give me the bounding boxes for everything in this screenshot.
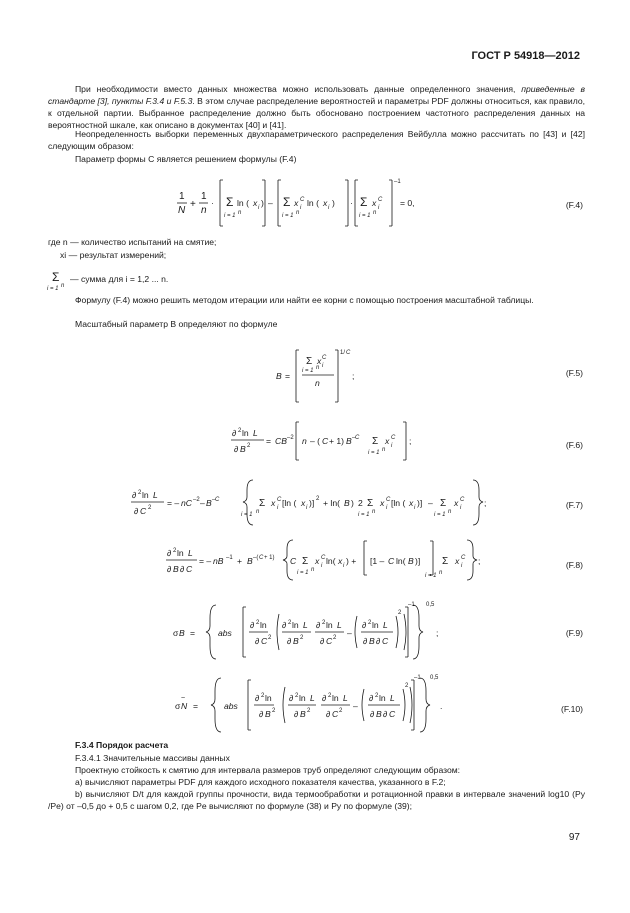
svg-text:2: 2	[261, 693, 265, 699]
svg-text:·: ·	[211, 198, 214, 208]
svg-text:–: –	[352, 435, 356, 441]
svg-text:C: C	[277, 497, 282, 503]
svg-text:B: B	[376, 709, 382, 719]
svg-text:C: C	[346, 350, 351, 356]
svg-text:;: ;	[484, 498, 487, 508]
svg-text:ln: ln	[332, 693, 339, 703]
svg-text:i = 1: i = 1	[302, 368, 314, 374]
svg-text:ln(: ln(	[326, 556, 336, 566]
svg-text:) +: ) +	[346, 556, 357, 566]
svg-text:n: n	[315, 378, 320, 388]
svg-text:n: n	[61, 283, 65, 289]
svg-text:∂: ∂	[320, 636, 325, 646]
svg-text:i = 1: i = 1	[358, 512, 370, 518]
svg-text:L: L	[253, 428, 258, 438]
svg-text:C: C	[322, 436, 329, 446]
svg-text:=: =	[190, 628, 196, 638]
svg-text:∂: ∂	[294, 709, 299, 719]
svg-text:x: x	[380, 498, 385, 508]
s4-text: b) вычисляют D/t для каждой группы прочности, вида термообработки и ротационной правки в интервале значений log10 (Py /Pe) от –0,5 до + 0,5 с шагом 0,2, где Pe вычисляют по формуле (38) и Py по формуле (39);	[48, 789, 585, 811]
s3-text: а) вычисляют параметры PDF для каждого исходного показателя качества, указанного в F.2;	[75, 777, 446, 787]
svg-text:i = 1: i = 1	[224, 213, 236, 219]
svg-text:)]: )]	[309, 498, 315, 508]
svg-text:i: i	[322, 363, 324, 369]
svg-text:i = 1: i = 1	[47, 286, 59, 292]
svg-text:∂: ∂	[370, 709, 375, 719]
svg-text:ln: ln	[265, 693, 272, 703]
svg-text:i: i	[258, 205, 260, 211]
svg-text:2: 2	[268, 635, 272, 641]
svg-text:2: 2	[328, 693, 332, 699]
svg-text:): )	[261, 198, 264, 208]
where-1: где n — количество испытаний на смятие;	[48, 237, 217, 247]
svg-text:2: 2	[256, 620, 260, 626]
svg-text:i = 1: i = 1	[368, 450, 380, 456]
document-header: ГОСТ Р 54918—2012	[471, 50, 580, 62]
svg-text:2: 2	[238, 428, 242, 434]
svg-text:ln: ln	[372, 620, 379, 630]
svg-text:∂: ∂	[316, 620, 321, 630]
svg-text:n: n	[382, 447, 386, 453]
svg-text:2: 2	[398, 610, 402, 616]
svg-text:i: i	[306, 505, 308, 511]
svg-text:∂: ∂	[234, 444, 239, 454]
svg-text:i: i	[321, 563, 323, 569]
svg-text:2: 2	[173, 548, 177, 554]
eq-label-f10: (F.10)	[561, 704, 583, 714]
svg-text:∂: ∂	[167, 564, 172, 574]
where-2: xi — результат измерений;	[60, 250, 167, 260]
p2-text: Неопределенность выборки переменных двухпараметрического распределения Вейбулла можно рассчитать по [43] и [42] следующим образом:	[48, 129, 585, 151]
svg-text:[ln (: [ln (	[282, 498, 297, 508]
svg-text:i: i	[277, 505, 279, 511]
svg-text:i: i	[460, 505, 462, 511]
svg-text:L: L	[188, 548, 193, 558]
svg-text:n: n	[448, 509, 452, 515]
eq-label-f4: (F.4)	[565, 200, 583, 210]
svg-text:+: +	[237, 556, 243, 566]
svg-text:B: B	[346, 436, 352, 446]
svg-text:2: 2	[247, 443, 251, 449]
svg-text:x: x	[338, 556, 343, 566]
svg-text:i = 1: i = 1	[282, 213, 294, 219]
svg-text:Σ: Σ	[442, 556, 449, 567]
svg-text:nC: nC	[181, 498, 192, 508]
svg-text:B: B	[173, 564, 179, 574]
svg-text:ln: ln	[292, 620, 299, 630]
svg-text:x: x	[454, 498, 459, 508]
eq-label-f8: (F.8)	[565, 560, 583, 570]
where-3: — сумма для i = 1,2 ... n.	[70, 274, 169, 284]
svg-text:∂: ∂	[282, 620, 287, 630]
svg-text:i: i	[300, 205, 302, 211]
svg-text:C: C	[259, 555, 264, 561]
svg-text:2: 2	[307, 708, 311, 714]
svg-text:nB: nB	[213, 556, 224, 566]
svg-text:2: 2	[375, 693, 379, 699]
svg-text:L: L	[310, 693, 315, 703]
svg-text:Σ: Σ	[52, 270, 60, 284]
svg-text:x: x	[253, 198, 258, 208]
svg-text:i = 1: i = 1	[359, 213, 371, 219]
svg-text:= –: = –	[167, 498, 180, 508]
svg-text:x: x	[271, 498, 276, 508]
svg-text:ln: ln	[326, 620, 333, 630]
svg-text:2: 2	[358, 498, 363, 508]
svg-text:∂: ∂	[180, 564, 185, 574]
svg-text:–: –	[200, 498, 205, 508]
svg-text:x: x	[455, 556, 460, 566]
svg-text:–1: –1	[226, 555, 233, 561]
svg-text:n: n	[238, 210, 242, 216]
svg-text:–: –	[212, 497, 216, 503]
svg-text:+ ln(: + ln(	[323, 498, 340, 508]
svg-text:∂: ∂	[322, 693, 327, 703]
svg-text:=: =	[285, 371, 291, 381]
svg-text:2: 2	[405, 683, 409, 689]
svg-text:–: –	[268, 198, 273, 208]
svg-text:i: i	[386, 505, 388, 511]
svg-text:): )	[351, 498, 354, 508]
svg-text:C: C	[322, 355, 327, 361]
svg-text:∂: ∂	[369, 693, 374, 703]
svg-text:C: C	[388, 556, 395, 566]
svg-text:ln(: ln(	[396, 556, 406, 566]
svg-text:i: i	[414, 505, 416, 511]
svg-text:+ 1): + 1)	[264, 555, 275, 561]
svg-text:Σ: Σ	[360, 195, 368, 209]
svg-text:2: 2	[138, 490, 142, 496]
svg-text:abs: abs	[224, 701, 238, 711]
svg-text:B: B	[265, 709, 271, 719]
svg-text:ln (: ln (	[237, 198, 249, 208]
svg-text:x: x	[409, 498, 414, 508]
svg-text:)]: )]	[415, 556, 421, 566]
svg-text:2: 2	[316, 496, 320, 502]
svg-text:L: L	[343, 693, 348, 703]
svg-text:ln: ln	[142, 490, 149, 500]
svg-text:= 0,: = 0,	[400, 198, 415, 208]
svg-text:ln (: ln (	[307, 198, 319, 208]
svg-text:C: C	[389, 709, 396, 719]
svg-text:σ: σ	[175, 701, 181, 711]
svg-text:C: C	[332, 709, 339, 719]
svg-text:x: x	[301, 498, 306, 508]
svg-text:C: C	[378, 197, 383, 203]
svg-text:∂: ∂	[132, 490, 137, 500]
svg-text:C: C	[386, 497, 391, 503]
svg-text:∂: ∂	[259, 709, 264, 719]
svg-text:ln: ln	[299, 693, 306, 703]
svg-text:∂: ∂	[134, 506, 139, 516]
svg-text:+ 1): + 1)	[329, 436, 345, 446]
svg-text:Σ: Σ	[302, 556, 309, 567]
svg-text:.: .	[440, 701, 443, 711]
svg-text:~: ~	[181, 695, 186, 702]
svg-text:B: B	[240, 444, 246, 454]
svg-text:0,5: 0,5	[426, 602, 435, 608]
svg-text:;: ;	[352, 371, 355, 381]
svg-text:ln: ln	[260, 620, 267, 630]
svg-text:C: C	[461, 555, 466, 561]
eq-label-f7: (F.7)	[565, 500, 583, 510]
svg-text:n: n	[439, 570, 443, 576]
svg-text:–: –	[353, 701, 358, 711]
svg-text:x: x	[317, 356, 322, 366]
svg-text:·: ·	[350, 198, 353, 208]
svg-text:2: 2	[272, 708, 276, 714]
svg-text:x: x	[385, 436, 390, 446]
svg-text:i = 1: i = 1	[425, 573, 437, 579]
svg-text:C: C	[300, 197, 305, 203]
svg-text:=: =	[266, 436, 272, 446]
svg-text:0,5: 0,5	[430, 675, 439, 681]
svg-text:abs: abs	[218, 628, 232, 638]
s1-text: F.3.4.1 Значительные массивы данных	[75, 753, 230, 763]
svg-text:∂: ∂	[255, 693, 260, 703]
svg-text:Σ: Σ	[367, 498, 374, 509]
svg-text:n: n	[316, 365, 320, 371]
svg-text:B: B	[408, 556, 414, 566]
svg-text:Σ: Σ	[283, 195, 291, 209]
svg-text:n: n	[302, 436, 307, 446]
svg-text:C: C	[140, 506, 147, 516]
svg-text:C: C	[355, 435, 360, 441]
svg-text:2: 2	[148, 505, 152, 511]
svg-text:[1 –: [1 –	[370, 556, 385, 566]
svg-text:C: C	[460, 497, 465, 503]
svg-text:i: i	[461, 563, 463, 569]
svg-text:C: C	[391, 435, 396, 441]
svg-text:C: C	[290, 556, 297, 566]
svg-text:–1: –1	[394, 179, 401, 185]
section-title: F.3.4 Порядок расчета	[75, 740, 169, 750]
s2-text: Проектную стойкость к смятию для интервала размеров труб определяют следующим образом:	[75, 765, 461, 775]
svg-text:2: 2	[295, 693, 299, 699]
svg-text:ln: ln	[242, 428, 249, 438]
p1-text-a: При необходимости вместо данных множества можно использовать данные определенного значения,	[75, 84, 522, 94]
svg-text:Σ: Σ	[306, 356, 313, 367]
svg-text:n: n	[311, 567, 315, 573]
svg-text:1: 1	[179, 191, 185, 202]
svg-text:;: ;	[478, 556, 481, 566]
svg-text:2: 2	[339, 708, 343, 714]
p4-text: Формулу (F.4) можно решить методом итерации или найти ее корни с помощью построения масштабной таблицы.	[75, 295, 534, 305]
svg-text:n: n	[372, 509, 376, 515]
svg-text:C: C	[215, 497, 220, 503]
svg-text:∂: ∂	[167, 548, 172, 558]
svg-text:∂: ∂	[255, 636, 260, 646]
svg-text:n: n	[296, 210, 300, 216]
svg-text:n: n	[256, 509, 260, 515]
svg-text:=: =	[193, 701, 199, 711]
svg-text:∂: ∂	[250, 620, 255, 630]
svg-text:n: n	[201, 205, 207, 216]
eq-label-f5: (F.5)	[565, 368, 583, 378]
svg-text:i: i	[391, 443, 393, 449]
svg-text:)]: )]	[417, 498, 423, 508]
eq-label-f9: (F.9)	[565, 628, 583, 638]
page-number: 97	[568, 832, 580, 843]
eq-label-f6: (F.6)	[565, 440, 583, 450]
svg-text:Σ: Σ	[440, 498, 447, 509]
svg-text:): )	[332, 198, 335, 208]
svg-text:L: L	[390, 693, 395, 703]
svg-text:C: C	[186, 564, 193, 574]
svg-text:1: 1	[201, 191, 207, 202]
svg-text:L: L	[383, 620, 388, 630]
svg-text:x: x	[294, 198, 299, 208]
svg-text:∂: ∂	[376, 636, 381, 646]
svg-text:∂: ∂	[383, 709, 388, 719]
svg-text:+: +	[190, 199, 196, 210]
p1-text-c: . В этом случае распределение вероятностей и параметры PDF должны относиться, как правило, к отдельной партии. Выбранное распределение должно быть обосновано построением частотного распределения данных на вероятностной шкале, как описано в документах [40] и [41].	[48, 96, 586, 130]
svg-text:ln: ln	[379, 693, 386, 703]
svg-text:B: B	[300, 709, 306, 719]
svg-text:B: B	[247, 556, 253, 566]
svg-text:B: B	[344, 498, 350, 508]
svg-text:N: N	[178, 205, 186, 216]
svg-text:x: x	[372, 198, 377, 208]
svg-text:N: N	[181, 701, 188, 711]
p3-text: Параметр формы C является решением формулы (F.4)	[75, 154, 297, 164]
svg-text:i = 1: i = 1	[241, 512, 253, 518]
svg-text:L: L	[153, 490, 158, 500]
svg-text:∂: ∂	[363, 636, 368, 646]
svg-text:C: C	[382, 636, 389, 646]
svg-text:x: x	[315, 556, 320, 566]
svg-text:B: B	[369, 636, 375, 646]
svg-text:–1: –1	[408, 602, 415, 608]
svg-text:∂: ∂	[232, 428, 237, 438]
svg-text:– (: – (	[310, 436, 321, 446]
svg-text:B: B	[293, 636, 299, 646]
svg-text:2: 2	[300, 635, 304, 641]
svg-text:1/: 1/	[340, 350, 346, 356]
svg-text:2: 2	[288, 620, 292, 626]
svg-text:–: –	[347, 628, 352, 638]
svg-text:= –: = –	[199, 556, 212, 566]
svg-text:–1: –1	[414, 675, 421, 681]
svg-text:i: i	[343, 563, 345, 569]
svg-text:–2: –2	[193, 497, 200, 503]
svg-text:∂: ∂	[362, 620, 367, 630]
svg-text:C: C	[261, 636, 268, 646]
svg-text:∂: ∂	[287, 636, 292, 646]
svg-text:2: 2	[322, 620, 326, 626]
p1-text-b: приведенные в стандарте [3], пункты F.3.4 и F.5.3	[48, 84, 585, 106]
svg-text:Σ: Σ	[226, 195, 234, 209]
svg-text:B: B	[206, 498, 212, 508]
svg-text:CB: CB	[275, 436, 287, 446]
svg-text:B: B	[276, 371, 282, 381]
svg-text:C: C	[326, 636, 333, 646]
svg-text:;: ;	[409, 436, 412, 446]
svg-text:–(: –(	[253, 555, 259, 561]
svg-text:L: L	[303, 620, 308, 630]
svg-text:2: 2	[333, 635, 337, 641]
svg-text:x: x	[323, 198, 328, 208]
svg-text:i: i	[378, 205, 380, 211]
svg-text:∂: ∂	[326, 709, 331, 719]
svg-text:–: –	[428, 498, 433, 508]
svg-text:C: C	[321, 555, 326, 561]
svg-text:Σ: Σ	[372, 436, 379, 447]
svg-text:–2: –2	[287, 435, 294, 441]
p5-text: Масштабный параметр B определяют по формуле	[75, 319, 278, 329]
svg-text:;: ;	[436, 628, 439, 638]
svg-text:2: 2	[368, 620, 372, 626]
svg-text:B: B	[179, 628, 185, 638]
svg-text:n: n	[373, 210, 377, 216]
svg-text:i: i	[328, 205, 330, 211]
svg-text:L: L	[337, 620, 342, 630]
svg-text:ln: ln	[177, 548, 184, 558]
svg-text:Σ: Σ	[259, 498, 266, 509]
svg-text:[ln (: [ln (	[391, 498, 406, 508]
svg-text:σ: σ	[173, 628, 179, 638]
svg-text:i = 1: i = 1	[434, 512, 446, 518]
svg-text:i = 1: i = 1	[297, 570, 309, 576]
svg-text:∂: ∂	[289, 693, 294, 703]
